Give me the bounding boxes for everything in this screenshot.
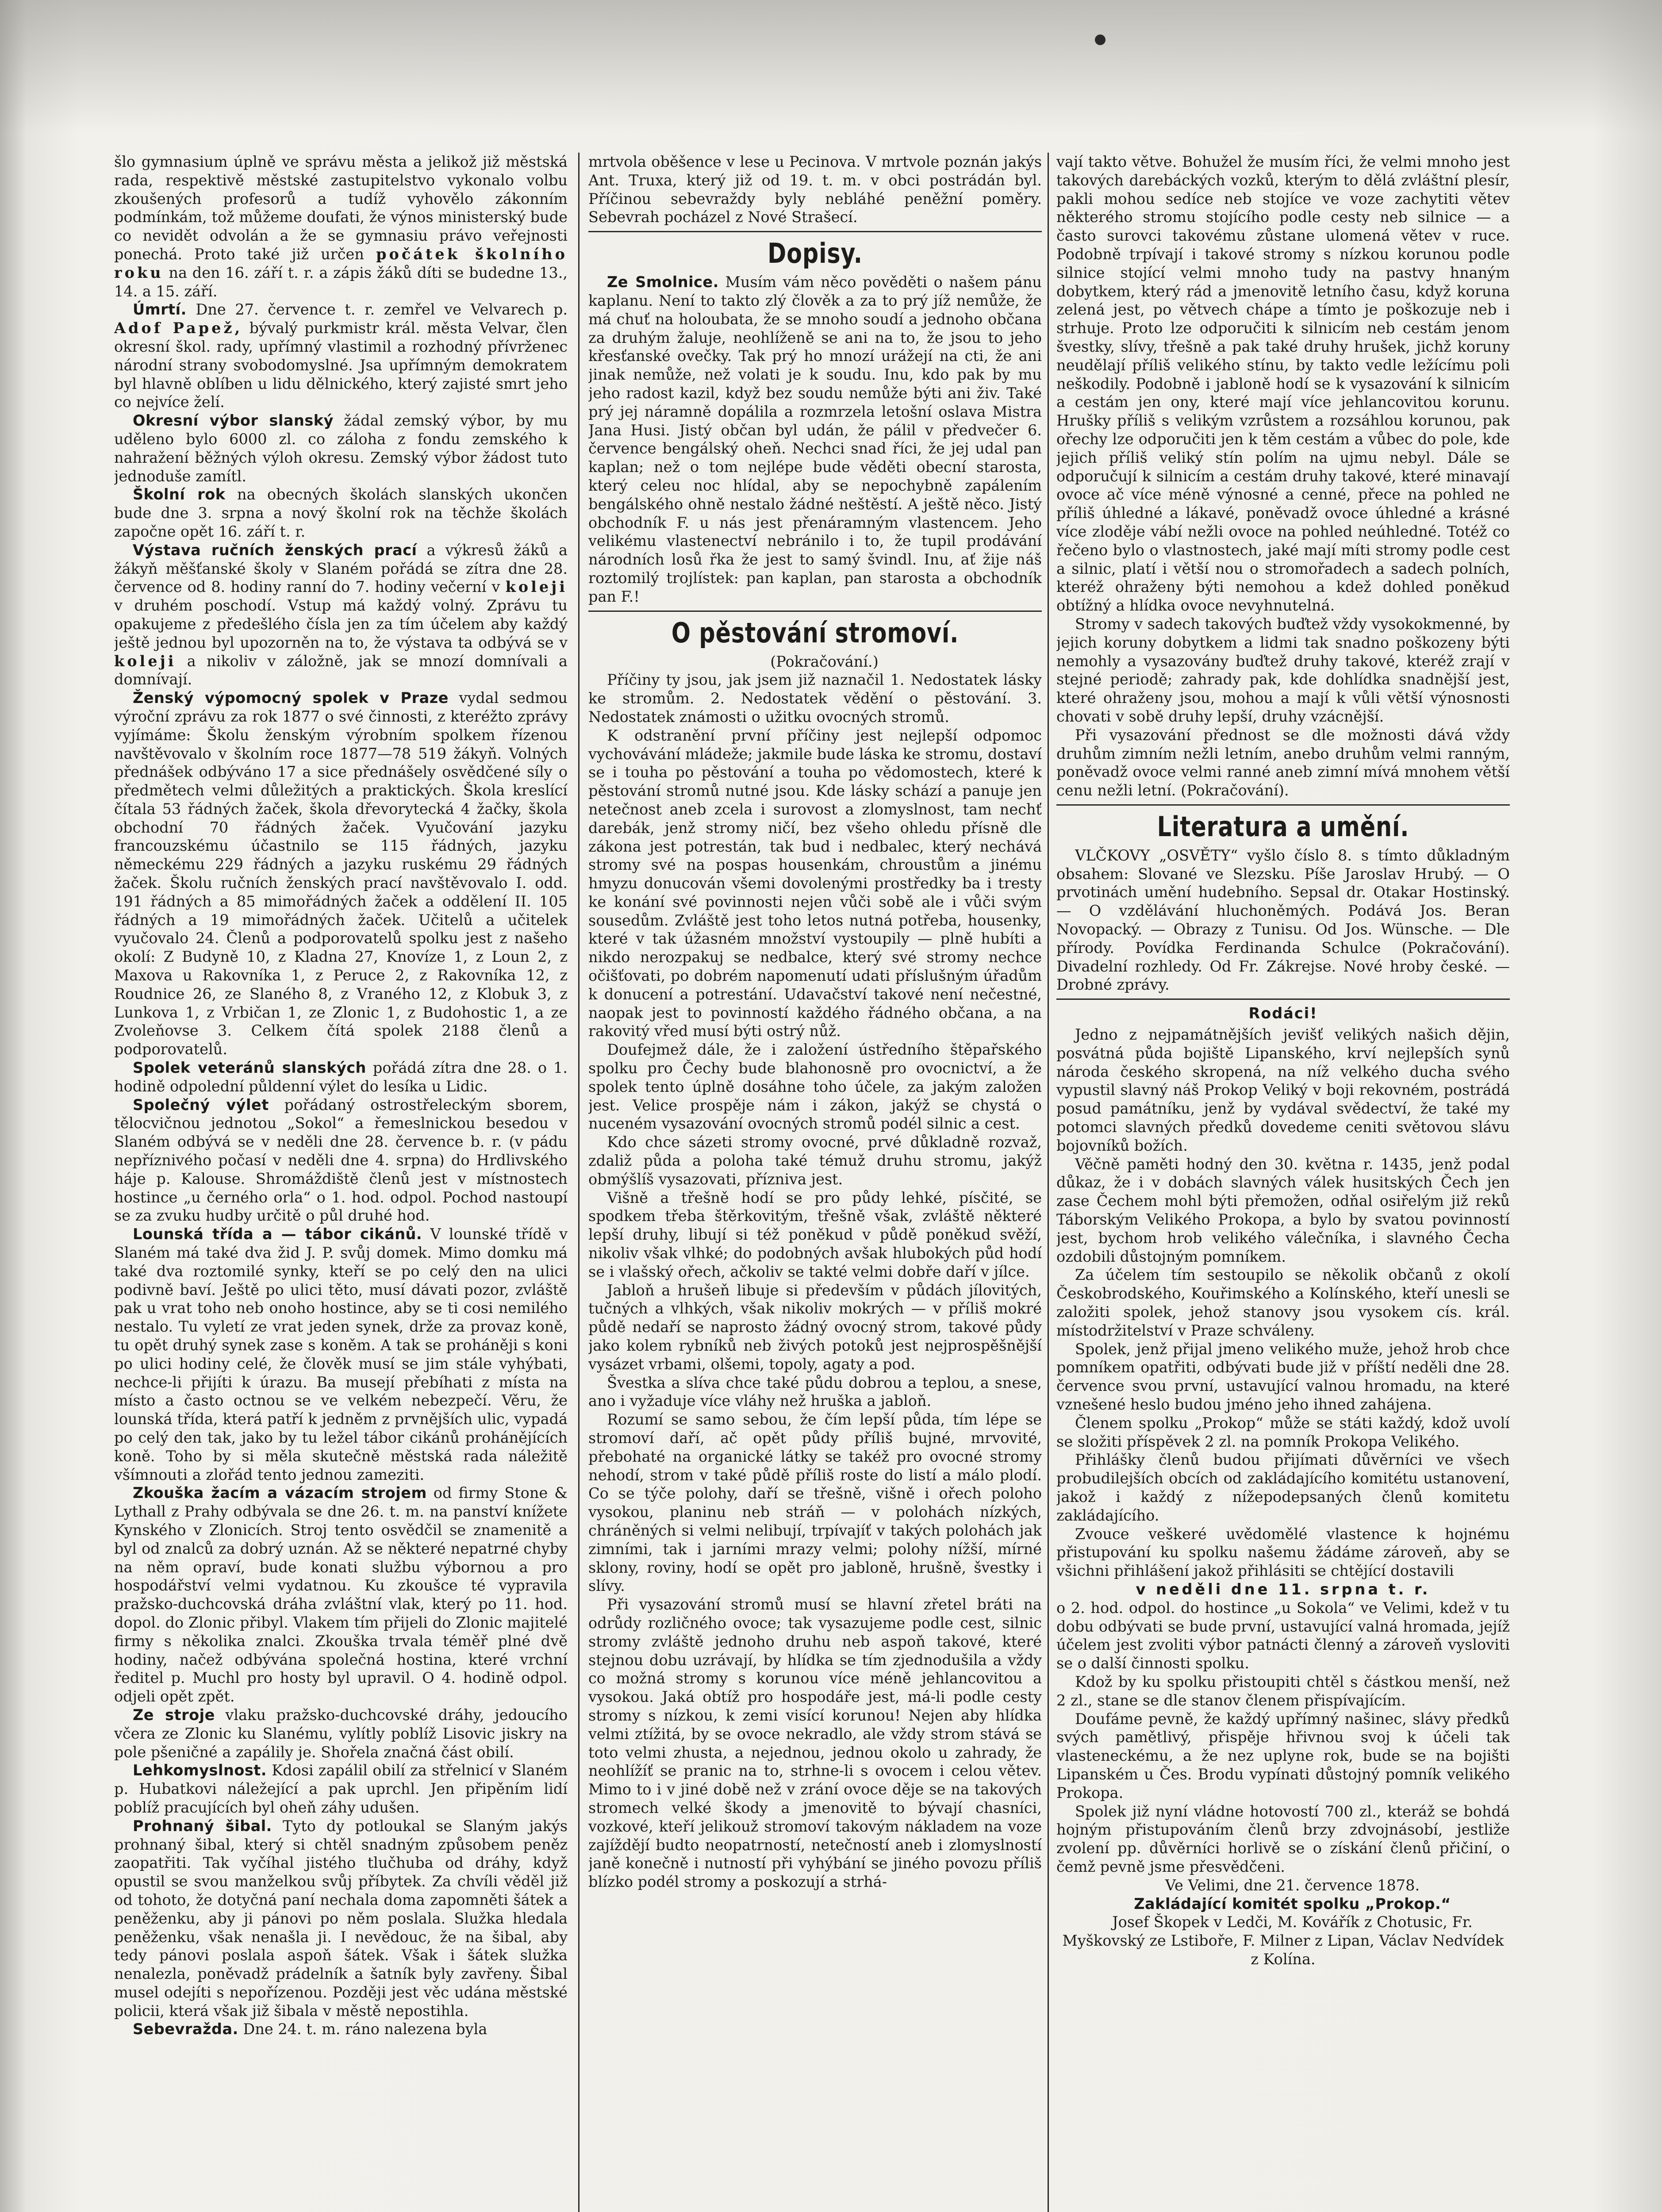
punch-hole — [1095, 35, 1105, 45]
rodaci-para: Přihlášky členů budou přijímati důvěrníci ve všech probudilejších obcích od zakládajícího komitétu ustanovení, jakož i každý z nížepodepsaných členů komitetu zakládajícího. — [1056, 1451, 1510, 1524]
column-2 — [588, 153, 1042, 2212]
vystava-article: Výstava ručních ženských prací a výkresů žáků a žákyň měšťanské školy v Slaném pořádá se zítra dne 28. července od 8. hodiny ranní do 7. hodiny večerní v koleji v druhém poschodí. Vstup má každý volný. Zprávu tu opakujeme z předešlého čísla jen za tím účelem aby každý ještě jednou byl upozorněn na to, že výstava ta odbývá se v koleji a nikoliv v záložně, jak se mnozí domnívali a domnívají. — [114, 541, 568, 688]
pestovani-para: Příčiny ty jsou, jak jsem již naznačil 1. Nedostatek lásky ke stromům. 2. Nedostatek vědění o pěstování. 3. Nedostatek známosti o užitku ovocných stromů. — [588, 671, 1042, 726]
rodaci-para: o 2. hod. odpol. do hostince „u Sokola“ ve Velimi, kdež v tu dobu odbývati se bude první, ustavující valná hromada, jejíž účelem jest zvoliti výbor patnácti členný a zároveň vysloviti se o další činnosti spolku. — [1056, 1599, 1510, 1672]
pestovani-continued: vají takto větve. Bohužel že musím říci, že velmi mnoho jest takových darebáckých vozků, kterým to dělá zvláštní plesír, pakli mohou sedíce neb stojíce ve voze zachytiti větev některého stromu stojícího podle cesty neb silnice — a často surovci takovému zůstane ulomená větev v ruce. Podobně trpívají i takové stromy s nízkou korunou podle silnice stojící velmi mnoho tudy na pastvy hnaným dobytkem, který rád a jmenovitě letního času, když koruna zelená jest, po větvech chápe a tímto je poškozuje neb i strhuje. Proto lze odporučiti k silnicím neb cestám jenom švestky, slívy, třešně a pak také druhy hrušek, jichž koruny neudělají příliš velikého stínu, by takto vedle ležícímu poli neškodily. Podobně i jabloně hodí se k vysazování k silnicím a cestám jen ony, které mají více jehlancovitou korunu. Hrušky příliš s velikým vzrůstem a rozsáhlou korunou, pak ořechy lze odporučiti jen k těm cestám a vůbec do pole, kde jejich příliš veliký stín polím na ujmu nebyl. Dále se odporučují k silnicím a cestám druhy takové, které minavají ovoce ač více méně výnosné a cenné, přece na pohled ne příliš úhledné a lákavé, poněvadž ovoce úhledné a krásné více zloděje vábí nežli ovoce na pohled neúhledné. Totéž co řečeno bylo o vlastnostech, jaké mají míti stromy podle cest a silnic, platí i větší nou o stromořadech a sadech polních, kteréž ohraženy býti nemohou a kdež dohled poněkud obtížný a hlídka ovoce nevyhnutelná. — [1056, 153, 1510, 614]
column-3 — [1056, 153, 1510, 2212]
osveta-notice: VLČKOVY „OSVĚTY“ vyšlo číslo 8. s tímto důkladným obsahem: Slované ve Slezsku. Píše Jaroslav Hrubý. — O prvotinách umění hudebního. Sepsal dr. Otakar Hostinský. — O vzdělávání hluchoněmých. Podává Jos. Beran Novopacký. — Obrazy z Tunisu. Od Jos. Wünsche. — Dle přírody. Povídka Ferdinanda Schulce (Pokračování). Divadelní rozhledy. Od Fr. Zákrejse. Nové hroby české. — Drobné zprávy. — [1056, 846, 1510, 994]
section-rule — [588, 611, 1042, 612]
page-top-shadow — [0, 0, 1662, 133]
lounska-trida-article: Lounská třída a — tábor cikánů. V lounské třídě v Slaném má také dva žid J. P. svůj domek. Mimo domku má také dva roztomilé synky, kteří se po celý den na ulici podivně baví. Ještě po ulici těto, musí dávati pozor, zvláště pak u vrat toho neb onoho hostince, aby se ti cosi nemilého nestalo. Tu vyletí ze vrat jeden synek, drže za provaz koně, tu opět druhý synek zase s koněm. A tak se proháněji s koni po ulici hodiny celé, že člověk musí se jim stále vyhýbati, nechce-li přijíti k úrazu. Ba musejí přebíhati z místa na místo a často octnou se ve velkém nebezpečí. Věru, že lounská třída, která patří k jedněm z prvnějších ulic, vypadá po celý den tak, jako by tu ležel tábor cikánů prohánějících koně. Toho by si měla skutečně městská rada náležitě všímnouti a zlořád tento jednou zameziti. — [114, 1225, 568, 1483]
umrti-article: Úmrtí. Dne 27. července t. r. zemřel ve Velvarech p. Adof Papež, bývalý purkmistr král. města Velvar, člen okresní škol. rady, upřímný vlastimil a rozhodný přívrženec národní strany svobodomyslné. Jsa upřímným demokratem byl hlavně oblíben u lidu dělnického, který zajisté smrt jeho co nejvíce želí. — [114, 301, 568, 411]
column-1 — [114, 153, 568, 2212]
sibal-article: Prohnaný šibal. Tyto dy potloukal se Slaným jakýs prohnaný šibal, který si chtěl snadným způsobem peněz zaopatřiti. Tak vyčíhal jistého tlučhuba od dráhy, když opustil se svou manželkou svůj příbytek. Za chvíli věděl již od tohoto, že dotyčná paní nechala doma zapomněti šátek a peněženku, aby ji pánovi po něm poslala. Služka hledala peněženku, však nenašla ji. I nevědouc, že na šibal, aby tedy pánovi poslala aspoň šátek. Však i šátek služka nenalezla, poněvadž prádelník a šatník byly zavřeny. Šibal musel odejíti s nepořízenou. Později jest věc udána městské policii, která však již šibala v městě nepostihla. — [114, 1817, 568, 2020]
pestovani-para: Višně a třešně hodí se pro půdy lehké, písčité, se spodkem třeba štěrkovitým, třešně však, zvláště některé lepší druhy, libují si též poněkud v půdě poněkud svěží, nikoliv však vlhké; do podobných avšak hlubokých půd hodí se i vlašský ořech, ačkoliv se takté velmi dobře daří v jílce. — [588, 1189, 1042, 1280]
pestovani-para: Rozumí se samo sebou, že čím lepší půda, tím lépe se stromoví daří, ač opět půdy příliš bujné, mrvovité, přebohaté na organické látky se takéž pro ovocné stromy nehodí, strom v také půdě příliš roste do listí a málo plodí. Co se týče polohy, daří se třešně, višně i ořech poloho vysokou, planinu neb stráň — v polohách nízkých, chráněných si velmi nelibují, trpívajíť v takých polohách jak zimními, tak i jarními mrazy velmi; polohy nížší, mírné sklony, roviny, hodí se opět pro jabloně, hrušně, švestky i slívy. — [588, 1411, 1042, 1595]
dopisy-heading: Dopisy. — [768, 237, 863, 270]
column-divider-right — [1048, 153, 1049, 2212]
veteranu-article: Spolek veteránů slanských pořádá zítra dne 28. o 1. hodině odpolední půldenní výlet do lesíka u Lidic. — [114, 1059, 568, 1095]
sebevrazda-article: Sebevražda. Dne 24. t. m. ráno nalezena byla — [133, 2020, 487, 2038]
zensky-spolek-article: Ženský výpomocný spolek v Praze vydal sedmou výroční zprávu za rok 1877 o své činnosti, z kteréžto zprávy vyjímáme: Školu ženským výrobním spolkem řízenou navštěvovalo v školním roce 1877—78 519 žákyň. Volných přednášek odbýváno 17 a sice přednášely osvědčené síly o předmětech velmi důležitých a praktických. Škola kreslící čítala 53 řádných žaček, škola dřevorytecká 4 žačky, škola obchodní 70 řádných žaček. Vyučování jazyku francouzskému účastnilo se 115 řádných, jazyku německému 229 řádných a jazyku ruskému 29 řádných žaček. Školu ručních ženských prací navštěvovalo I. odd. 191 řádných a 85 mimořádných žaček a oddělení II. 105 řádných a 19 mimořádných žaček. Učitelů a učitelek vyučovalo 24. Členů a podporovatelů spolku jest z našeho okolí: Z Budyně 10, z Kladna 27, Knovíze 1, z Loun 2, z Maxova u Rakovníka 1, z Peruce 2, z Rakovníka 12, z Roudnice 26, ze Slaného 8, z Vraného 12, z Klobuk 3, z Lunkova 1, z Vrbičan 1, ze Zlonic 1, z Budohostic 1, a ze Zvoleňovse 3. Celkem čítá spolek 2188 členů a podporovatelů. — [114, 689, 568, 1058]
rodaci-para: Doufáme pevně, že každý upřímný našinec, slávy předků svých pamětlivý, přispěje hřivnou svoj k účeli tak vlasteneckému, a že nez uplyne rok, bude se na bojišti Lipanském u Čes. Brodu vypínati důstojný pomník velikého Prokopa. — [1056, 1710, 1510, 1801]
pestovani-para: Při vysazování přednost se dle možnosti dává vždy druhům zimním nežli letním, anebo druhům velmi ranným, poněvadž ovoce velmi ranné aneb zimní mívá mnohem větší cenu nežli letní. (Pokračování). — [1056, 726, 1510, 799]
rodaci-para: Členem spolku „Prokop“ může se státi každý, kdož uvolí se složiti příspěvek 2 zl. na pomník Prokopa Velikého. — [1056, 1414, 1510, 1450]
section-rule — [1056, 998, 1510, 1000]
ze-stroje-article: Ze stroje vlaku pražsko-duchcovské dráhy, jedoucího včera ze Zlonic ku Slanému, vylítly poblíž Lisovic jiskry na pole pšeničné a zapálily je. Shořela značná část obilí. — [114, 1706, 568, 1761]
rodaci-para: Spolek, jenž přijal jmeno velikého muže, jehož hrob chce pomníkem opatřiti, odbývati bude již v příští neděli dne 28. července svou první, ustavující valnou hromadu, na které vznešené heslo budou jméno jeho ihned zahájena. — [1056, 1340, 1510, 1413]
literatura-heading: Literatura a umění. — [1157, 810, 1409, 843]
rodaci-date: Ve Velimi, dne 21. července 1878. — [1165, 1876, 1420, 1894]
pestovani-para: Doufejmež dále, že i založení ústředního štěpařského spolku pro Čechy bude blahonosně pro ovocnictví, a že spolek tento úplně dosáhne toho účele, za jakým založen jest. Velice prospěje nám i zákon, jakýž se chystá o nuceném vysazování ovocných stromů podél silnic a cest. — [588, 1041, 1042, 1133]
lehkomyslnost-article: Lehkomyslnost. Kdosi zapálil obilí za střelnicí v Slaném p. Hubatkovi náležející a pak uprchl. Jen připěním lidí poblíž pracujících byl oheň záhy udušen. — [114, 1762, 568, 1816]
pestovani-para: Kdo chce sázeti stromy ovocné, prvé důkladně rozvaž, zdaliž půda a poloha také témuž druhu stromu, jakýž obmýšlíš vysazovati, příznivа jest. — [588, 1133, 1042, 1188]
gymnasium-article: šlo gymnasium úplně ve správu města a jelikož již městská rada, respektivě městské zastupitelstvo vykonalo volbu zkoušených profesorů a tudíž vyhovělo zákonním podmínkám, tož můžeme doufati, že výnos ministerský bude co nevidět odvolán a že se gymnasiu právo veřejnosti ponechá. Proto také již určen počátek školního roku na den 16. září t. r. a zápis žáků díti se budedne 13., 14. a 15. září. — [114, 153, 568, 300]
rodaci-para: Kdož by ku spolku přistoupiti chtěl s částkou menší, než 2 zl., stane se dle stanov členem přispívajícím. — [1056, 1673, 1510, 1709]
rodaci-para: Za účelem tím sestoupilo se několik občanů z okolí Českobrodského, Kouřimského a Kolínského, kteří unesli se založiti spolek, jehož stanovy jsou vysokem cís. král. místodržitelství v Praze schváleny. — [1056, 1266, 1510, 1339]
okresni-vybor-article: Okresní výbor slanský žádal zemský výbor, by mu uděleno bylo 6000 zl. co záloha z fondu zemského k nahražení běžných výloh okresu. Zemský výbor žádost tuto jednoduše zamítl. — [114, 412, 568, 485]
section-rule — [1056, 804, 1510, 806]
rodaci-committee: Zakládající komitét spolku „Prokop.“ — [1134, 1895, 1451, 1912]
pestovani-subtitle: (Pokračování.) — [770, 653, 879, 670]
zkouska-article: Zkouška žacím a vázacím strojem od firmy Stone & Lythall z Prahy odbývala se dne 26. t. m. na panství knížete Kynského v Zlonicích. Stroj tento osvědčil se znamenitě a byl od znalců za dobrý uznán. Až se některé nepatrné chyby na něm opraví, bude konati službu výbornou a pro hospodářství velmi vydatnou. Ku zkoušce té vypravila pražsko-duchcovská dráha zvláštní vlak, který po 11. hod. dopol. do Zlonic přibyl. Vlakem tím přijeli do Zlonic majitelé firmy s několika znalci. Zkouška trvala téměř plné dvě hodiny, načež odbývána společná hostina, které vrchní ředitel p. Muchl pro hosty byl upravil. O 4. hodině odpol. odjeli opět zpět. — [114, 1484, 568, 1705]
rodaci-para: Spolek již nyní vládne hotovostí 700 zl., kteráž se bohdá hojným přistupováním členů brzy zdvojnásobí, jestliže zvolení pp. důvěrníci horlivě se o získání členů přičiní, o čemž pevně jsme přesvědčeni. — [1056, 1802, 1510, 1875]
spolecny-vylet-article: Společný výlet pořádaný ostrostřeleckým sborem, tělocvičnou jednotou „Sokol“ a řemeslnickou besedou v Slaném odbývá se v neděli dne 28. července b. r. (v pádu nepříznivého počasí v neděli dne 4. srpna) do Hrdlivského háje p. Kalouse. Shromáždiště členů jest v místnostech hostince „u černého orla“ o 1. hod. odpol. Pochod nastoupí se za zvuku hudby určitě o půl druhé hod. — [114, 1096, 568, 1225]
sebevrazda-continued: mrtvola oběšence v lese u Pecinova. V mrtvole poznán jakýs Ant. Truxa, který již od 19. t. m. v obci postrádán byl. Příčinou sebevraždy byly nebláhé peněžní poměry. Sebevrah pocházel z Nové Strašecí. — [588, 153, 1042, 226]
rodaci-para: Věčně paměti hodný den 30. května r. 1435, jenž podal důkaz, že i v dobách slavných válek husitských Čech jen zase Čechem mohl býti přemožen, odňal osiřelým již reků Táborským Velikého Prokopa, a bylo by svatou povinností jest, bychom hrob velikého válečníka, i slavného Čecha ozdobili důstojným pomníkem. — [1056, 1155, 1510, 1265]
rodaci-para: Zvouce veškeré uvědomělé vlastence k hojnému přistupování ku spolku našemu žádáme zároveň, aby se všichni přihlášení jakož přihlásiti se chtějící dostavili — [1056, 1525, 1510, 1580]
pestovani-para: Švestka a slíva chce také půdu dobrou a teplou, a snese, ano i vyžaduje více vláhy než hruška a jabloň. — [588, 1374, 1042, 1410]
rodaci-para: Jedno z nejpamátnějších jevišť velikých našich dějin, posvátná půda bojiště Lipanského, krví nejlepších synů národa českého skropená, na níž velkého ducha svého vypustil slavný náš Prokop Veliký v boji rekovném, postrádá posud památníku, jenž by vydával svědectví, že také my potomci slavných předků dovedeme ceniti světovou slávu bojovníků božích. — [1056, 1026, 1510, 1154]
skolni-rok-article: Školní rok na obecných školách slanských ukončen bude dne 3. srpna a nový školní rok na těchže školách započne opět 16. září t. r. — [114, 486, 568, 540]
smolnice-letter: Ze Smolnice. Musím vám něco pověděti o našem pánu kaplanu. Není to takto zlý člověk a za to prý jíž nemůže, že má chuť na holoubata, že se mnoho soudí a jednoho občana za druhým žaluje, neohlíženě se ani na to, že jsou to jeho křesťanské ovečky. Tak prý ho mnozí urážejí na cti, že ani jinak nemůže, než volati je k soudu. Inu, kdo pak by mu jeho radost kazil, když bez soudu nemůže býti ani živ. Také prý jej náramně dopálila a rozmrzela letošní oslava Mistra Jana Husi. Jistý občan byl udán, že pálil v předvečer 6. července bengálský oheň. Nechci snad říci, že jej udal pan kaplan; než o tom nejlépe bude věděti obecní starosta, který celeu noc hlídal, aby se nepochybně zapálením bengálského ohně nestalo žádné neštěstí. A ještě něco. Jistý obchodník F. u nás jest přenáramným vlastencem. Jeho velikému vlastenectví nebránilo i to, že tupil prodávání národních losů řka že jest to samý švindl. Inu, ať žije náš roztomilý trojlístek: pan kaplan, pan starosta a obchodník pan F.! — [588, 273, 1042, 605]
rodaci-names: Josef Škopek v Ledči, M. Kovářík z Chotusic, Fr. Myškovský ze Lstiboře, F. Milner z Lipan, Václav Nedvídek z Kolína. — [1062, 1913, 1504, 1968]
section-rule — [588, 231, 1042, 232]
pestovani-para: Stromy v sadech takových buďtež vždy vysokokmenné, by jejich koruny dobytkem a lidmi tak snadno poškozeny býti nemohly a vysazovány buďtež druhy takové, kteréž zrají v stejné periodě; zahrady pak, kde dohlídka snadnější jest, které ohraženy jsou, mohou a mají k vůli větší výnosnosti chovati v sobě druhy lepší, druhy vzácnější. — [1056, 615, 1510, 725]
column-divider-left — [578, 153, 580, 2212]
pestovani-para: K odstranění první příčiny jest nejlepší odpomoc vychovávání mládeže; jakmile bude láska ke stromu, dostaví se i touha po pěstování a touha po vědomostech, které k pěstování stromů nutné jsou. Kde lásky schází a panuje jen netečnost aneb zcela i surovost a zlomyslnost, tam nechť darebák, jenž stromy ničí, bez všeho ohledu přísně dle zákona jest potrestán, tak bud i nedbalec, který nechává stromy své na pospas housenkám, chroustům a jinému hmyzu donucován všemi dovolenými prostředky ba i tresty ke konání své povinnosti nejen vůči sobě ale i vůči svým sousedům. Zvláště jest toho letos nutná potřeba, housenky, které v tak úžasném množství vystoupily — plně hubíti a nikdo nerozpakuj se nedbalce, který své stromy nechce očišťovati, po dobrém napomenutí udati příslušným úřadům k donucení a potrestání. Udavačství takové není nečestné, naopak jest to povinností každého řádného občana, a na rakovitý vřed musí býti ostrý nůž. — [588, 726, 1042, 1040]
pestovani-heading: O pěstování stromoví. — [671, 616, 959, 649]
rodaci-date-line: v neděli dne 11. srpna t. r. — [1136, 1580, 1431, 1598]
pestovani-para: Jabloň a hrušeň libuje si především v půdách jílovitých, tučných a vlhkých, však nikoliv mokrých — v příliš mokré půdě nedaří se naprosto žádný ovocný strom, takové půdy jako kolem rybníků neb živých potoků jest nejprospěšnější vysázet vrbami, olšemi, topoly, agaty a pod. — [588, 1281, 1042, 1373]
rodaci-heading: Rodáci! — [1248, 1005, 1318, 1022]
pestovani-para: Při vysazování stromů musí se hlavní zřetel bráti na odrůdy rozličného ovoce; tak vysazujeme podle cest, silnic stromy zvláště jednoho druhu neb aspoň takové, které stejnou dobu uzrávají, by hlídka se tím zjednodušila a vždy co možná stromy s korunou více méně jehlancovitou a vysokou. Jaká obtíž pro hospodáře jest, má-li podle cesty stromy s nízkou, k zemi visící korunou! Nejen aby hlídka velmi ztížitá, by se ovoce nekradlo, ale vždy strom stává se toto velmi zhusta, a nejednou, jednou okolo u zahrady, že neohlížíť se pranic na to, strhne-li s ovocem i celou větev. Mimo to i v jiné době než v zrání ovoce děje se na takových stromech velké škody a jmenovitě to bývají chasníci, vozkové, kteří jelikouž stromoví takovým nákladem na voze zajíždějí budto neopatrností, netečností aneb i zlomyslností janě konečně i nutností při vyhýbání se jiného povozu příliš blízko podél stromy a poskozují a strhá- — [588, 1596, 1042, 1891]
